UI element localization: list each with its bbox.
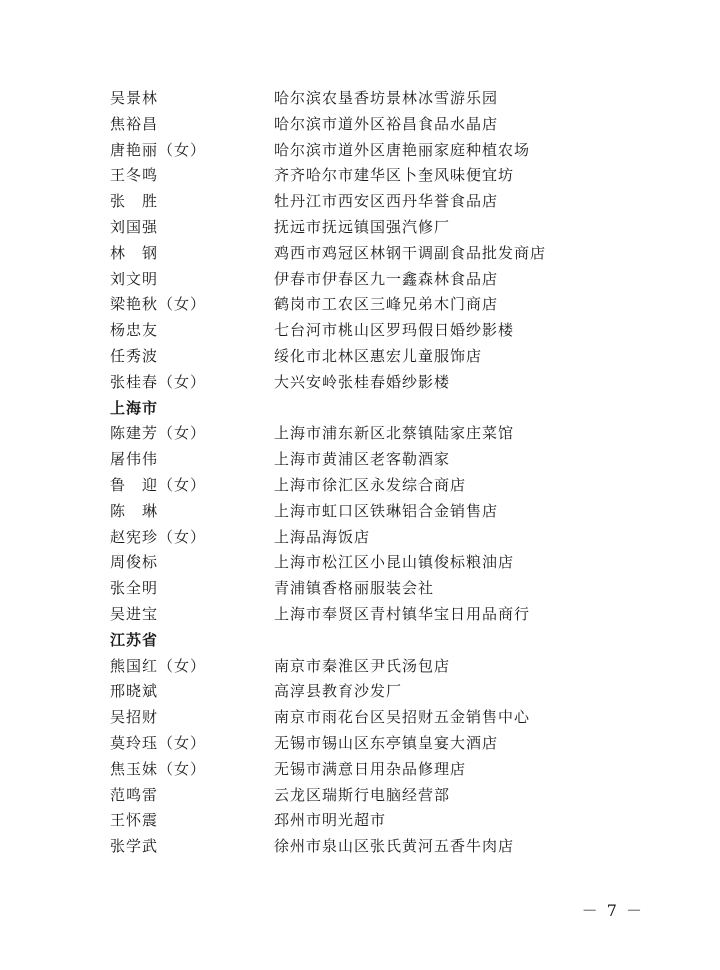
person-name: 陈建芳（女） <box>110 424 207 443</box>
list-item <box>110 292 630 318</box>
list-item <box>110 370 630 396</box>
person-name: 张桂春（女） <box>110 372 207 391</box>
list-item <box>110 834 630 860</box>
list-item <box>110 576 630 602</box>
business-name: 无锡市锡山区东亭镇皇宴大酒店 <box>274 733 499 752</box>
person-name: 林 钢 <box>110 243 159 262</box>
person-name: 焦玉妹（女） <box>110 759 207 778</box>
business-name: 高淳县教育沙发厂 <box>274 682 403 701</box>
business-name: 上海市奉贤区青村镇华宝日用品商行 <box>274 604 531 623</box>
person-name: 张 胜 <box>110 192 159 211</box>
person-name: 张学武 <box>110 837 159 856</box>
business-name: 无锡市满意日用杂品修理店 <box>274 759 467 778</box>
business-name: 邳州市明光超市 <box>274 811 387 830</box>
business-name: 上海市黄浦区老客勒酒家 <box>274 450 451 469</box>
business-name: 鹤岗市工农区三峰兄弟木门商店 <box>274 295 499 314</box>
list-item <box>110 86 630 112</box>
list-item <box>110 344 630 370</box>
list-item <box>110 241 630 267</box>
person-name: 焦裕昌 <box>110 114 159 133</box>
business-name: 七台河市桃山区罗玛假日婚纱影楼 <box>274 321 515 340</box>
person-name: 王冬鸣 <box>110 166 159 185</box>
business-name: 哈尔滨农垦香坊景林冰雪游乐园 <box>274 89 499 107</box>
business-name: 上海市徐汇区永发综合商店 <box>274 475 467 494</box>
business-name: 上海市松江区小昆山镇俊标粮油店 <box>274 553 515 572</box>
business-name: 上海市浦东新区北蔡镇陆家庄菜馆 <box>274 424 515 443</box>
person-name: 刘文明 <box>110 269 159 288</box>
list-item <box>110 808 630 834</box>
list-item <box>110 447 630 473</box>
person-name: 张全明 <box>110 579 159 598</box>
business-name: 鸡西市鸡冠区林钢干调副食品批发商店 <box>274 243 547 262</box>
person-name: 杨忠友 <box>110 321 159 340</box>
list-item <box>110 679 630 705</box>
list-item <box>110 550 630 576</box>
business-name: 抚远市抚远镇国强汽修厂 <box>274 217 451 236</box>
person-name: 吴招财 <box>110 708 159 727</box>
list-item <box>110 189 630 215</box>
business-name: 上海市虹口区铁琳铝合金销售店 <box>274 501 499 520</box>
list-item <box>110 499 630 525</box>
list-item <box>110 705 630 731</box>
person-name: 任秀波 <box>110 346 159 365</box>
business-name: 徐州市泉山区张氏黄河五香牛肉店 <box>274 837 515 856</box>
list-item <box>110 421 630 447</box>
list-item <box>110 525 630 551</box>
business-name: 齐齐哈尔市建华区卜奎风味便宜坊 <box>274 166 515 185</box>
business-name: 哈尔滨市道外区裕昌食品水晶店 <box>274 114 499 133</box>
list-item <box>110 602 630 628</box>
business-name: 大兴安岭张桂春婚纱影楼 <box>274 372 451 391</box>
person-name: 王怀震 <box>110 811 159 830</box>
person-name: 刘国强 <box>110 217 159 236</box>
business-name: 绥化市北林区惠宏儿童服饰店 <box>274 346 483 365</box>
list-item <box>110 783 630 809</box>
person-name: 莫玲珏（女） <box>110 733 207 752</box>
person-name: 吴进宝 <box>110 604 159 623</box>
list-item <box>110 654 630 680</box>
person-name: 陈 琳 <box>110 501 159 520</box>
business-name: 青浦镇香格丽服装会社 <box>274 579 435 598</box>
list-item <box>110 757 630 783</box>
list-item <box>110 473 630 499</box>
list-item <box>110 163 630 189</box>
person-name: 吴景林 <box>110 89 159 107</box>
person-name: 屠伟伟 <box>110 450 159 469</box>
honoree-list <box>110 86 630 860</box>
list-item <box>110 138 630 164</box>
person-name: 熊国红（女） <box>110 656 207 675</box>
business-name: 哈尔滨市道外区唐艳丽家庭种植农场 <box>274 140 531 159</box>
business-name: 上海品海饭店 <box>274 527 371 546</box>
person-name: 邢晓斌 <box>110 682 159 701</box>
person-name: 范鸣雷 <box>110 785 159 804</box>
person-name: 周俊标 <box>110 553 159 572</box>
person-name: 唐艳丽（女） <box>110 140 207 159</box>
person-name: 梁艳秋（女） <box>110 295 207 314</box>
person-name: 鲁 迎（女） <box>110 475 207 494</box>
business-name: 牡丹江市西安区西丹华誉食品店 <box>274 192 499 211</box>
list-item <box>110 731 630 757</box>
business-name: 南京市秦淮区尹氏汤包店 <box>274 656 451 675</box>
region-heading-jiangsu: 江苏省 <box>110 630 159 649</box>
list-item <box>110 267 630 293</box>
business-name: 南京市雨花台区吴招财五金销售中心 <box>274 708 531 727</box>
list-item <box>110 318 630 344</box>
region-heading-shanghai: 上海市 <box>110 398 159 417</box>
business-name: 云龙区瑞斯行电脑经营部 <box>274 785 451 804</box>
business-name: 伊春市伊春区九一鑫森林食品店 <box>274 269 499 288</box>
person-name: 赵宪珍（女） <box>110 527 207 546</box>
page-number: － 7 － <box>581 901 644 920</box>
list-item <box>110 215 630 241</box>
list-item <box>110 112 630 138</box>
